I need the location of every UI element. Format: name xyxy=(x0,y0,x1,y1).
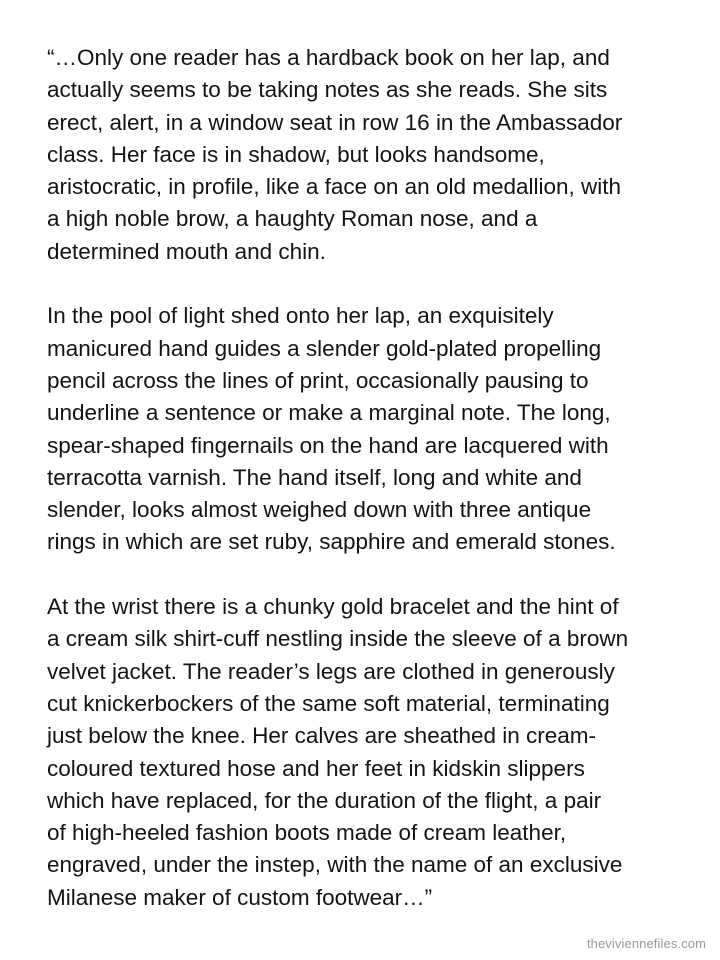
text-line: velvet jacket. The reader’s legs are clothed in generously xyxy=(47,658,615,684)
text-line: “…Only one reader has a hardback book on her lap, and xyxy=(47,45,610,70)
paragraph-spacer xyxy=(47,268,715,300)
text-line: manicured hand guides a slender gold-plated propelling xyxy=(47,335,602,361)
quote-text xyxy=(47,42,715,914)
text-line: terracotta varnish. The hand itself, long and white and xyxy=(47,464,582,490)
text-line: erect, alert, in a window seat in row 16 in the Ambassador xyxy=(47,109,623,135)
text-line: At the wrist there is a chunky gold bracelet and the hint of xyxy=(47,594,619,620)
text-line: class. Her face is in shadow, but looks handsome, xyxy=(47,141,545,167)
text-line: pencil across the lines of print, occasionally pausing to xyxy=(47,367,589,393)
text-line: engraved, under the instep, with the name of an exclusive xyxy=(47,852,623,878)
text-line: slender, looks almost weighed down with three antique xyxy=(47,497,592,523)
text-line: a cream silk shirt-cuff nestling inside the sleeve of a brown xyxy=(47,626,629,652)
paragraph-1 xyxy=(47,42,715,268)
text-line: aristocratic, in profile, like a face on an old medallion, with xyxy=(47,174,622,200)
paragraph-spacer xyxy=(47,559,715,591)
text-line: Milanese maker of custom footwear…” xyxy=(47,884,433,910)
text-line: just below the knee. Her calves are sheathed in cream- xyxy=(47,723,597,749)
text-line: coloured textured hose and her feet in kidskin slippers xyxy=(47,755,585,781)
text-line: spear-shaped fingernails on the hand are lacquered with xyxy=(47,432,609,458)
site-watermark: theviviennefiles.com xyxy=(586,936,706,951)
text-line: In the pool of light shed onto her lap, an exquisitely xyxy=(47,303,554,329)
text-line: of high-heeled fashion boots made of cream leather, xyxy=(47,820,567,846)
text-line: underline a sentence or make a marginal note. The long, xyxy=(47,400,611,426)
paragraph-2 xyxy=(47,300,715,558)
text-line: actually seems to be taking notes as she reads. She sits xyxy=(47,77,608,103)
paragraph-3 xyxy=(47,591,715,914)
text-line: cut knickerbockers of the same soft material, terminating xyxy=(47,690,610,716)
text-line: rings in which are set ruby, sapphire and emerald stones. xyxy=(47,529,616,555)
text-line: which have replaced, for the duration of the flight, a pair xyxy=(47,787,602,813)
text-line: determined mouth and chin. xyxy=(47,238,326,264)
text-line: a high noble brow, a haughty Roman nose, and a xyxy=(47,206,538,232)
